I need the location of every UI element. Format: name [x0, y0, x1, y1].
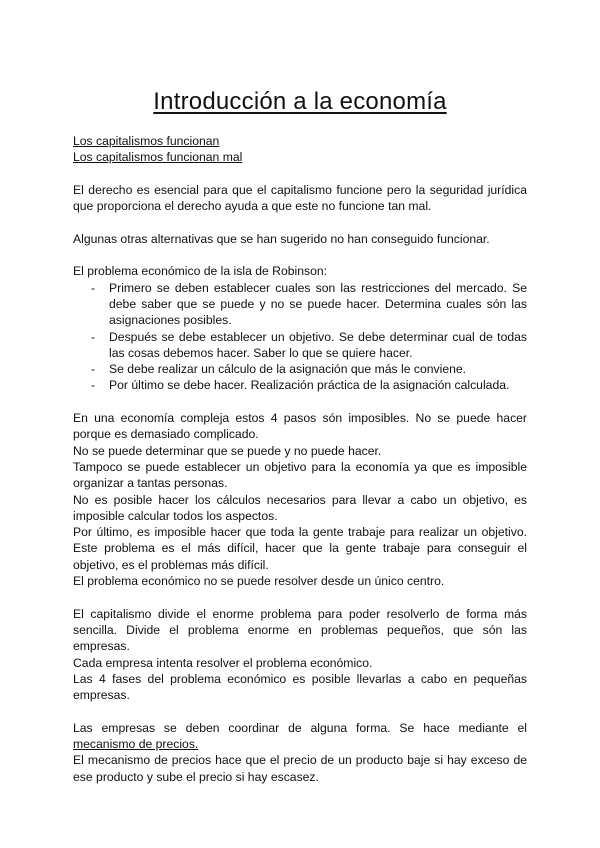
- paragraph-unico-centro: El problema económico no se puede resolver desde un único centro.: [73, 574, 445, 589]
- paragraph-cada-empresa: Cada empresa intenta resolver el problema económico.: [73, 655, 373, 670]
- mecanismo-precios-term: mecanismo de precios.: [73, 736, 199, 751]
- coordinar-text: Las empresas se deben coordinar de alguna forma. Se hace mediante el: [73, 720, 527, 735]
- paragraph-coordinar: [73, 720, 527, 753]
- robinson-steps-list: [73, 280, 527, 394]
- subtitle-capitalismos-funcionan-mal: Los capitalismos funcionan mal: [73, 150, 243, 165]
- list-item: - Por último se debe hacer. Realización práctica de la asignación calculada.: [73, 377, 527, 393]
- paragraph-cuatro-fases: Las 4 fases del problema económico es posible llevarlas a cabo en pequeñas empresas.: [73, 671, 527, 703]
- paragraph-trabajo: Por último, es imposible hacer que toda la gente trabaje para realizar un objetivo. Este problema es el más difícil, hacer que la gente trabaje para conseguir el objetivo, es el problemas más difícil.: [73, 525, 527, 572]
- list-item: - Después se debe establecer un objetivo. Se debe determinar cual de todas las cosas debemos hacer. Saber lo que se quiere hacer.: [73, 329, 527, 362]
- page-title: Introducción a la economía: [153, 88, 447, 115]
- paragraph-capitalismo-divide: El capitalismo divide el enorme problema para poder resolverlo de forma más sencilla. Divide el problema enorme en problemas pequeños, que són las empresas.: [73, 606, 527, 654]
- paragraph-determinar: No se puede determinar que se puede y no puede hacer.: [73, 443, 382, 458]
- paragraph-objetivo: Tampoco se puede establecer un objetivo para la economía ya que es imposible organizar a tantas personas.: [73, 459, 527, 491]
- document-body: [73, 133, 527, 785]
- list-item: - Se debe realizar un cálculo de la asignación que más le conviene.: [73, 361, 527, 377]
- list-item: - Primero se deben establecer cuales son las restricciones del mercado. Se debe saber que se puede y no se puede hacer. Determina cuales són las asignaciones posibles.: [73, 280, 527, 329]
- paragraph-calculos: No es posible hacer los cálculos necesarios para llevar a cabo un objetivo, es imposible calcular todos los aspectos.: [73, 492, 527, 523]
- paragraph-economia-compleja: En una economía compleja estos 4 pasos són imposibles. No se puede hacer porque es demasiado complicado.: [73, 411, 527, 442]
- paragraph-alternativas: Algunas otras alternativas que se han sugerido no han conseguido funcionar.: [73, 231, 490, 246]
- paragraph-derecho: El derecho es esencial para que el capitalismo funcione pero la seguridad jurídica que proporciona el derecho ayuda a que este no funcione tan mal.: [73, 182, 527, 214]
- subtitle-capitalismos-funcionan: Los capitalismos funcionan: [73, 134, 220, 148]
- paragraph-mecanismo-precios: El mecanismo de precios hace que el precio de un producto baje si hay exceso de ese producto y sube el precio si hay escasez.: [73, 753, 527, 784]
- paragraph-robinson-intro: El problema económico de la isla de Robinson:: [73, 264, 328, 279]
